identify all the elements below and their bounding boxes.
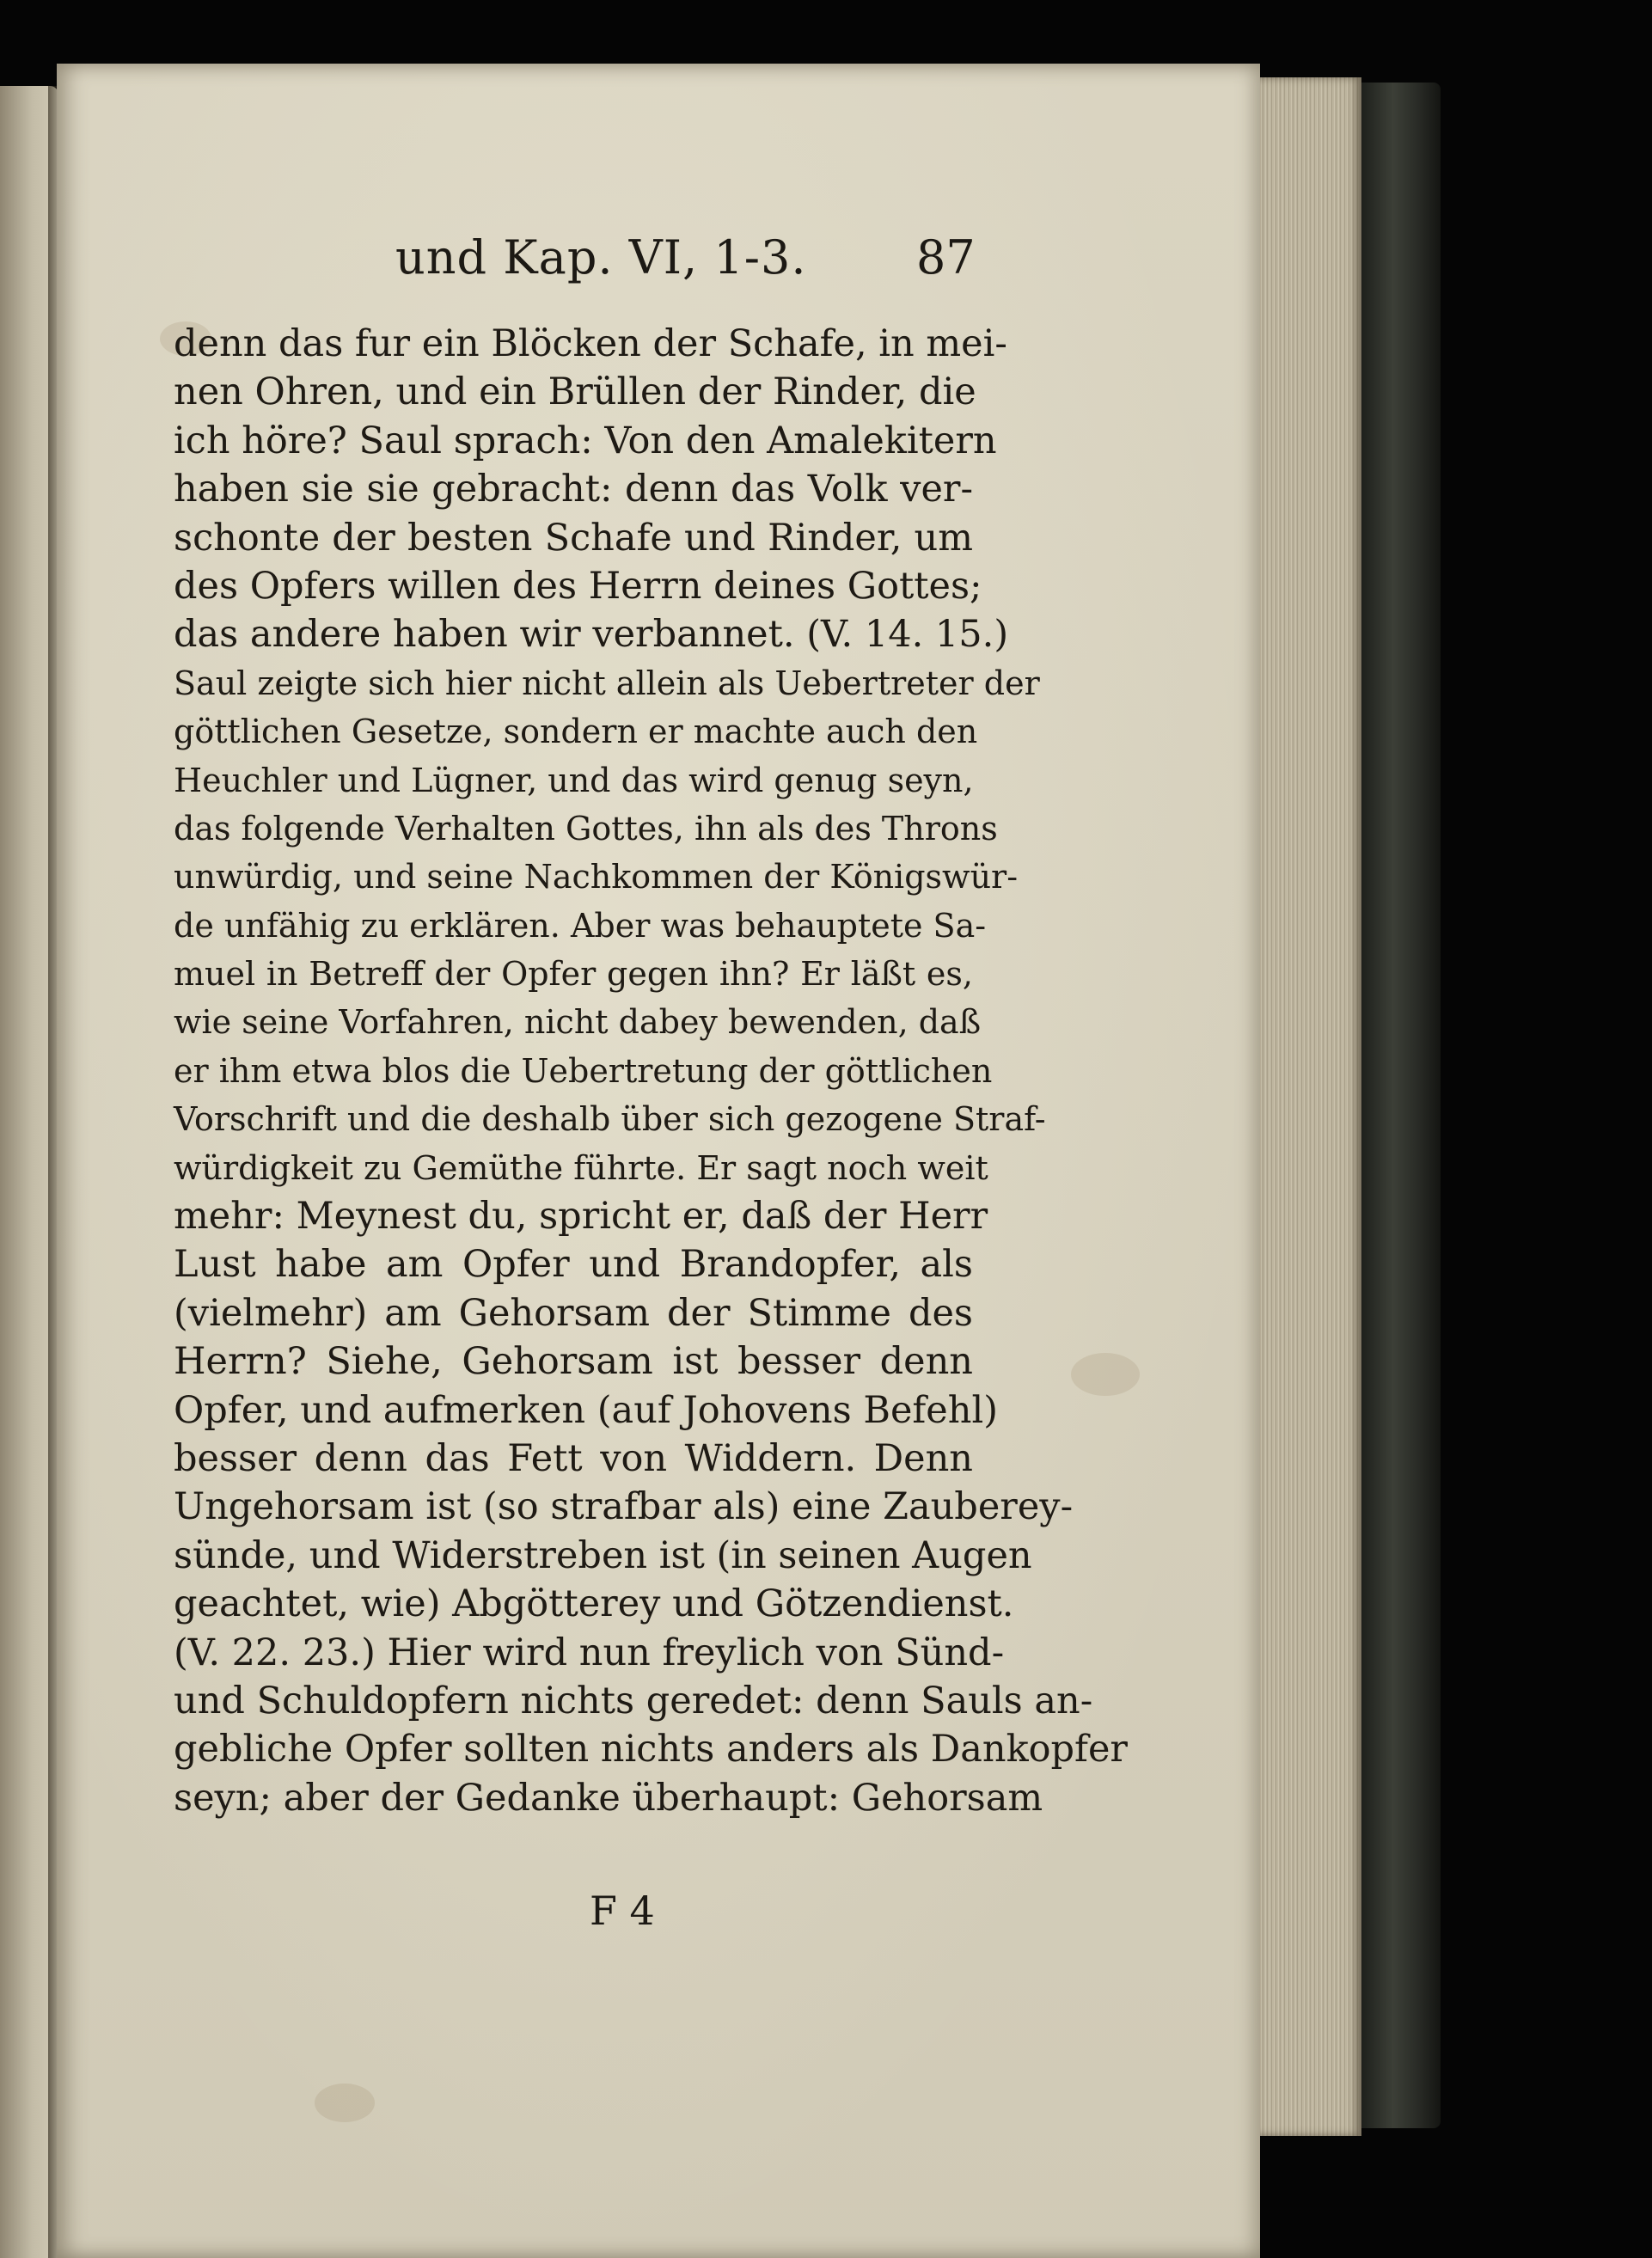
paper-stain	[1071, 1353, 1140, 1396]
text-line: Herrn? Siehe, Gehorsam ist besser denn	[174, 1340, 973, 1384]
text-line: mehr: Meynest du, spricht er, daß der Herr	[174, 1195, 988, 1239]
catchline: F 4	[590, 1888, 655, 1934]
text-line: Lust habe am Opfer und Brandopfer, als	[174, 1243, 973, 1287]
text-line: ich höre? Saul sprach: Von den Amalekitern	[174, 419, 997, 462]
text-line: denn das fur ein Blöcken der Schafe, in mei-	[174, 322, 1007, 365]
text-line: besser denn das Fett von Widdern. Denn	[174, 1436, 973, 1480]
text-line: geachtet, wie) Abgötterey und Götzendienst.	[174, 1582, 1014, 1626]
book-cover-edge	[1361, 83, 1441, 2128]
text-line: wie seine Vorfahren, nicht dabey bewenden, daß	[174, 1003, 982, 1042]
text-line: schonte der besten Schafe und Rinder, um	[174, 516, 973, 560]
body-text	[174, 320, 1128, 1822]
paper-stain	[315, 2084, 375, 2122]
text-line: muel in Betreff der Opfer gegen ihn? Er läßt es,	[174, 955, 973, 994]
text-line: Opfer, und aufmerken (auf Johovens Befehl)	[174, 1388, 998, 1432]
text-line: (V. 22. 23.) Hier wird nun freylich von Sünd-	[174, 1631, 1005, 1674]
text-line: de unfähig zu erklären. Aber was behauptete Sa-	[174, 906, 987, 945]
text-line: des Opfers willen des Herrn deines Gottes;	[174, 564, 982, 608]
page-block-edges	[1260, 77, 1361, 2136]
text-line: das folgende Verhalten Gottes, ihn als des Throns	[174, 809, 998, 848]
text-line: Heuchler und Lügner, und das wird genug seyn,	[174, 761, 974, 799]
text-line: er ihm etwa blos die Uebertretung der göttlichen	[174, 1051, 993, 1090]
text-line: göttlichen Gesetze, sondern er machte auch den	[174, 713, 978, 751]
text-line: haben sie sie gebracht: denn das Volk ver-	[174, 468, 973, 511]
running-head: und Kap. VI, 1-3.	[395, 230, 807, 285]
text-line: unwürdig, und seine Nachkommen der Königswür-	[174, 858, 1019, 896]
text-line: Saul zeigte sich hier nicht allein als Uebertreter der	[174, 664, 1040, 702]
text-line: sünde, und Widerstreben ist (in seinen Augen	[174, 1533, 1032, 1577]
text-line: gebliche Opfer sollten nichts anders als Dankopfer	[174, 1728, 1128, 1772]
page-number: 87	[916, 230, 976, 285]
text-line: Ungehorsam ist (so strafbar als) eine Zauberey-	[174, 1485, 1074, 1529]
text-line: Vorschrift und die deshalb über sich gezogene Straf-	[174, 1100, 1046, 1139]
text-line: und Schuldopfern nichts geredet: denn Sauls an-	[174, 1679, 1093, 1723]
text-line: seyn; aber der Gedanke überhaupt: Gehorsam	[174, 1776, 1043, 1820]
text-line: würdigkeit zu Gemüthe führte. Er sagt noch weit	[174, 1148, 988, 1187]
text-line: das andere haben wir verbannet. (V. 14. 15.)	[174, 613, 1009, 657]
text-line: nen Ohren, und ein Brüllen der Rinder, die	[174, 370, 976, 414]
text-line: (vielmehr) am Gehorsam der Stimme des	[174, 1291, 973, 1335]
